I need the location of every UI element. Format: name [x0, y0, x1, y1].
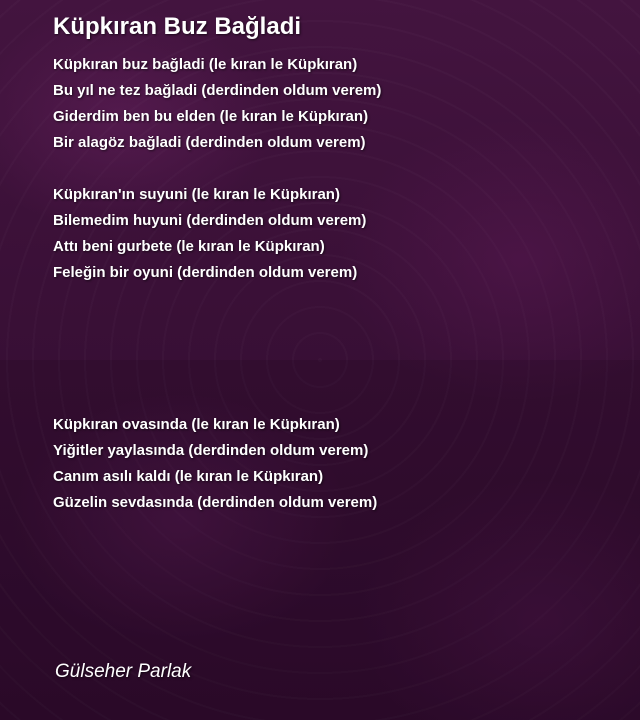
stanza-1: [53, 52, 381, 156]
verse-line: Feleğin bir oyuni (derdinden oldum verem): [53, 264, 358, 281]
poem-author: Gülseher Parlak: [55, 661, 192, 682]
verse-line: Giderdim ben bu elden (le kıran le Küpkıran): [53, 108, 369, 125]
verse-line: Bu yıl ne tez bağladi (derdinden oldum verem): [53, 82, 382, 99]
poem-title: Küpkıran Buz Bağladi: [53, 13, 302, 40]
stanza-2: [53, 182, 366, 286]
verse-line: Küpkıran ovasında (le kıran le Küpkıran): [53, 416, 340, 433]
verse-line: Küpkıran'ın suyuni (le kıran le Küpkıran): [53, 186, 340, 203]
stanza-3: [53, 412, 377, 516]
verse-line: Güzelin sevdasında (derdinden oldum verem): [53, 494, 378, 511]
verse-line: Attı beni gurbete (le kıran le Küpkıran): [53, 238, 325, 255]
verse-line: Bir alagöz bağladi (derdinden oldum verem): [53, 134, 366, 151]
verse-line: Bilemedim huyuni (derdinden oldum verem): [53, 212, 367, 229]
verse-line: Küpkıran buz bağladi (le kıran le Küpkıran): [53, 56, 358, 73]
verse-line: Canım asılı kaldı (le kıran le Küpkıran): [53, 468, 324, 485]
verse-line: Yiğitler yaylasında (derdinden oldum verem): [53, 442, 369, 459]
